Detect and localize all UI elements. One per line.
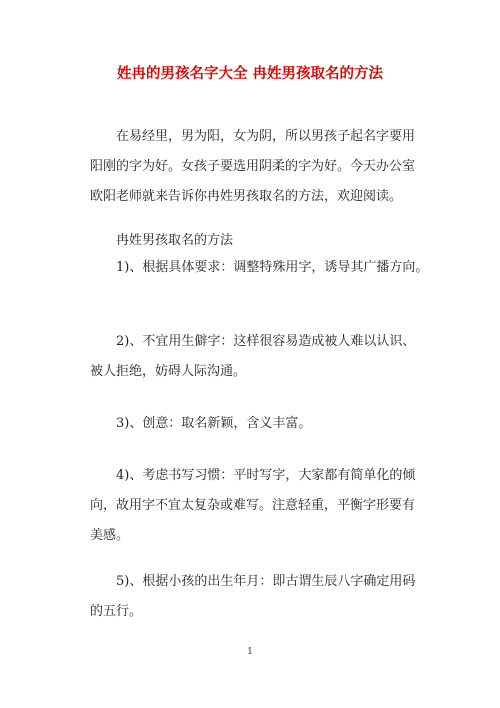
method-item-2-line-1: 2)、不宜用生僻字：这样很容易造成被人难以认识、 (116, 334, 416, 349)
intro-line-2: 阳刚的字为好。女孩子要选用阴柔的字为好。今天办公室 (90, 159, 416, 174)
page-number: 1 (247, 647, 253, 657)
method-item-4-line-3: 美感。 (90, 528, 130, 543)
method-item-1-line-1: 1)、根据具体要求：调整特殊用字，诱导其广播方向。 (116, 260, 429, 275)
method-item-2 (90, 327, 430, 387)
intro-line-3: 欧阳老师就来告诉你冉姓男孩取名的方法，欢迎阅读。 (90, 189, 403, 204)
method-item-4 (90, 461, 430, 551)
section-heading-text: 冉姓男孩取名的方法 (116, 233, 234, 248)
document-title: 姓冉的男孩名字大全 冉姓男孩取名的方法 (116, 66, 384, 82)
method-item-5 (90, 567, 430, 627)
method-item-3-line-1: 3)、创意：取名新颖，含义丰富。 (116, 416, 312, 431)
intro-line-1: 在易经里，男为阳，女为阴，所以男孩子起名字要用 (116, 129, 416, 144)
method-item-5-line-2: 的五行。 (90, 604, 143, 619)
method-item-3 (90, 409, 430, 439)
method-item-4-line-2: 向，故用字不宜太复杂或难写。注意轻重，平衡字形要有 (90, 498, 416, 513)
method-item-1 (90, 253, 430, 283)
section-heading (90, 226, 430, 256)
method-item-2-line-2: 被人拒绝，妨碍人际沟通。 (90, 364, 247, 379)
method-item-5-line-1: 5)、根据小孩的出生年月：即古谓生辰八字确定用码 (116, 574, 416, 589)
method-item-4-line-1: 4)、考虑书写习惯：平时写字，大家都有简单化的倾 (116, 468, 416, 483)
intro-paragraph (90, 122, 430, 212)
